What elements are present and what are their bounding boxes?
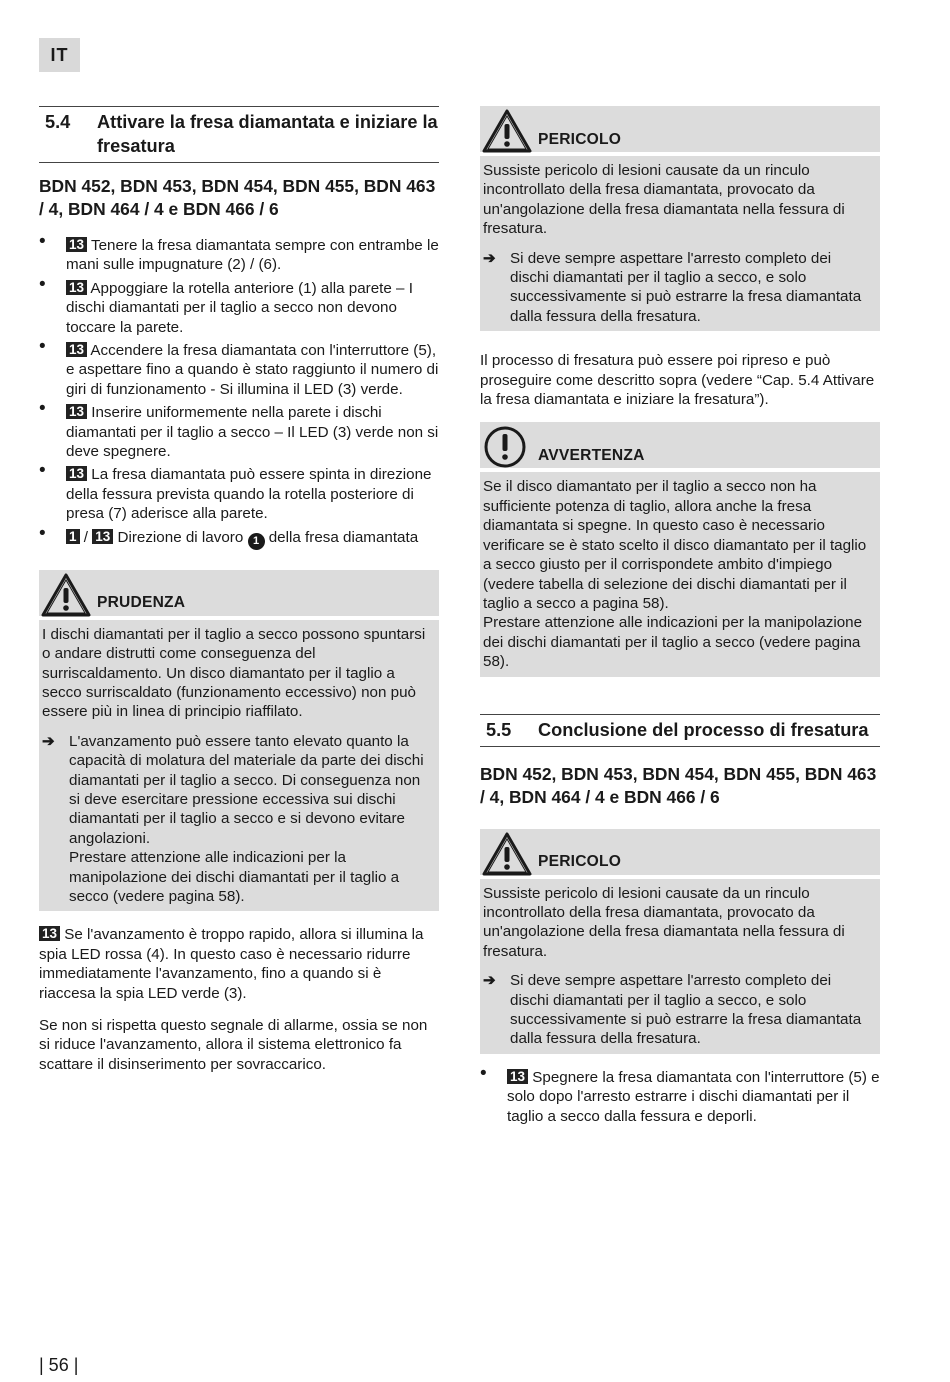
figure-separator: /	[83, 528, 88, 546]
notice-box	[480, 422, 880, 676]
danger-label: PERICOLO	[538, 853, 622, 871]
figure-ref: 13	[66, 237, 87, 252]
bullet-icon: •	[39, 231, 46, 252]
danger-text: Sussiste pericolo di lesioni causate da un rinculo incontrollato della fresa diamantata, provocato da un'angolazione della fresa diamantata nella fessura di fresatura.	[483, 162, 845, 238]
list-item	[39, 231, 439, 275]
danger-text: Sussiste pericolo di lesioni causate da un rinculo incontrollato della fresa diamantata, provocato da un'angolazione della fresa diamantata nella fessura di fresatura.	[483, 884, 845, 960]
figure-ref: 13	[66, 280, 87, 295]
list-item	[39, 398, 439, 461]
warning-triangle-icon	[41, 573, 91, 622]
model-list: BDN 452, BDN 453, BDN 454, BDN 455, BDN 463 / 4, BDN 464 / 4 e BDN 466 / 6	[39, 176, 436, 219]
notice-body	[480, 472, 880, 676]
danger-instruction	[483, 249, 874, 327]
danger-body	[480, 156, 880, 331]
instruction-list	[39, 231, 439, 550]
danger-label: PERICOLO	[538, 130, 622, 148]
list-item	[480, 1062, 880, 1126]
list-item-text: della fresa diamantata	[268, 528, 419, 546]
arrow-right-icon: ➔	[483, 249, 496, 267]
left-column	[39, 106, 439, 1074]
section-heading-5-4	[39, 106, 439, 163]
danger-instruction-text: Si deve sempre aspettare l'arresto completo dei dischi diamantati per il taglio a secco, e solo successivamente si può estrarre la fresa diamantata dalla fessura della fresatura.	[510, 249, 862, 325]
caution-text: I dischi diamantati per il taglio a secco possono spuntarsi o andare distrutti come conseguenza del surriscaldamento. Un disco diamantato per il taglio a secco surriscaldato (funzionamento eccessivo) non può essere più in linea di principio riaffilato.	[42, 625, 426, 721]
danger-header	[480, 829, 880, 879]
danger-body	[480, 879, 880, 1054]
section-title: Conclusione del processo di fresatura	[538, 719, 869, 740]
section-number: 5.5	[486, 719, 512, 740]
exclamation-circle-icon	[482, 425, 530, 474]
paragraph	[39, 925, 439, 1003]
caution-header	[39, 570, 439, 620]
list-item	[39, 460, 439, 523]
caution-box	[39, 570, 439, 912]
figure-ref: 13	[66, 342, 87, 357]
section-heading-5-5	[480, 714, 880, 747]
notice-text: Se il disco diamantato per il taglio a secco non ha sufficiente potenza di taglio, allora anche la fresa diamantata si spegne. In questo caso è necessario verificare se è stato scelto il disco diamantato per il taglio a secco giusto per il corrispondete ambito d'impiego (vedere tabella di selezione dei dischi diamantati per il taglio a secco a pagina 58).	[483, 478, 867, 612]
page-number: | 56 |	[39, 1355, 79, 1375]
caution-body	[39, 620, 439, 912]
list-item-text: Tenere la fresa diamantata sempre con entrambe le mani sulle impugnature (2) / (6).	[66, 237, 439, 274]
notice-header	[480, 422, 880, 472]
model-list: BDN 452, BDN 453, BDN 454, BDN 455, BDN 463 / 4, BDN 464 / 4 e BDN 466 / 6	[480, 763, 877, 807]
paragraph-text: Se l'avanzamento è troppo rapido, allora si illumina la spia LED rossa (4). In questo caso è necessario ridurre immediatamente l'avanzamento, fino a quando si è riaccesa la spia LED verde (3).	[39, 926, 424, 1002]
bullet-icon: •	[39, 522, 46, 544]
paragraph: Se non si rispetta questo segnale di allarme, ossia se non si riduce l'avanzamento, allora il sistema elettronico fa scattare il disinserimento per sovraccarico.	[39, 1017, 428, 1073]
bullet-icon: •	[39, 460, 46, 482]
list-item-text: Direzione di lavoro	[117, 528, 244, 546]
notice-label: AVVERTENZA	[538, 447, 645, 465]
figure-ref: 13	[507, 1069, 528, 1084]
list-item	[39, 522, 439, 550]
list-item	[39, 336, 439, 399]
bullet-icon: •	[39, 398, 46, 420]
bullet-icon: •	[39, 336, 46, 358]
language-badge: IT	[39, 38, 80, 72]
caution-instruction-text: L'avanzamento può essere tanto elevato quanto la capacità di molatura del materiale da parte dei dischi diamantati per il taglio a secco. Di conseguenza non si deve esercitare pressione eccessiva sui dischi diamantati per il taglio a secco e si devono evitare angolazioni.	[69, 732, 424, 847]
danger-header	[480, 106, 880, 156]
paragraph: Il processo di fresatura può essere poi ripreso e può proseguire come descritto sopra (vedere “Cap. 5.4 Attivare la fresa diamantata e iniziare la fresatura”).	[480, 352, 875, 409]
caution-instruction	[42, 732, 433, 907]
danger-instruction	[483, 971, 874, 1049]
figure-ref: 13	[39, 926, 60, 941]
bullet-icon: •	[480, 1062, 487, 1084]
section-number: 5.4	[45, 112, 71, 132]
danger-box	[480, 829, 880, 1054]
caution-label: PRUDENZA	[97, 594, 186, 612]
list-item-text: Appoggiare la rotella anteriore (1) alla parete – I dischi diamantati per il taglio a secco non devono toccare la parete.	[66, 279, 413, 336]
right-column	[480, 106, 880, 1130]
caution-instruction-text-2: Prestare attenzione alle indicazioni per la manipolazione dei dischi diamantati per il taglio a secco (vedere pagina 58).	[69, 849, 400, 905]
list-item	[39, 273, 439, 337]
arrow-right-icon: ➔	[483, 972, 496, 990]
list-item-text: Inserire uniformemente nella parete i dischi diamantati per il taglio a secco – Il LED (3) verde non si deve spegnere.	[66, 404, 439, 461]
danger-box	[480, 106, 880, 331]
callout-number: 1	[248, 533, 265, 550]
notice-text-2: Prestare attenzione alle indicazioni per la manipolazione dei dischi diamantati per il taglio a secco (vedere pagina 58).	[483, 614, 863, 671]
arrow-right-icon: ➔	[42, 732, 55, 750]
list-item-text: Spegnere la fresa diamantata con l'interruttore (5) e solo dopo l'arresto estrarre i dischi diamantati per il taglio a secco dalla fessura e deporli.	[507, 1068, 880, 1125]
section-title: Attivare la fresa diamantata e iniziare la fresatura	[97, 112, 438, 156]
bullet-icon: •	[39, 273, 46, 295]
list-item-text: Accendere la fresa diamantata con l'interruttore (5), e aspettare fino a quando è stato raggiunto il numero di giri di funzionamento - Si illumina il LED (3) verde.	[66, 342, 439, 398]
danger-instruction-text: Si deve sempre aspettare l'arresto completo dei dischi diamantati per il taglio a secco, e solo successivamente si può estrarre la fresa diamantata dalla fessura della fresatura.	[510, 972, 862, 1048]
figure-ref: 13	[92, 529, 113, 544]
figure-ref: 13	[66, 404, 87, 419]
warning-triangle-icon	[482, 832, 532, 881]
figure-ref: 1	[66, 529, 80, 544]
warning-triangle-icon	[482, 109, 532, 158]
figure-ref: 13	[66, 466, 87, 481]
instruction-list	[480, 1062, 880, 1126]
list-item-text: La fresa diamantata può essere spinta in direzione della fessura prevista quando la rotella posteriore di presa (7) aderisce alla parete.	[66, 466, 432, 523]
